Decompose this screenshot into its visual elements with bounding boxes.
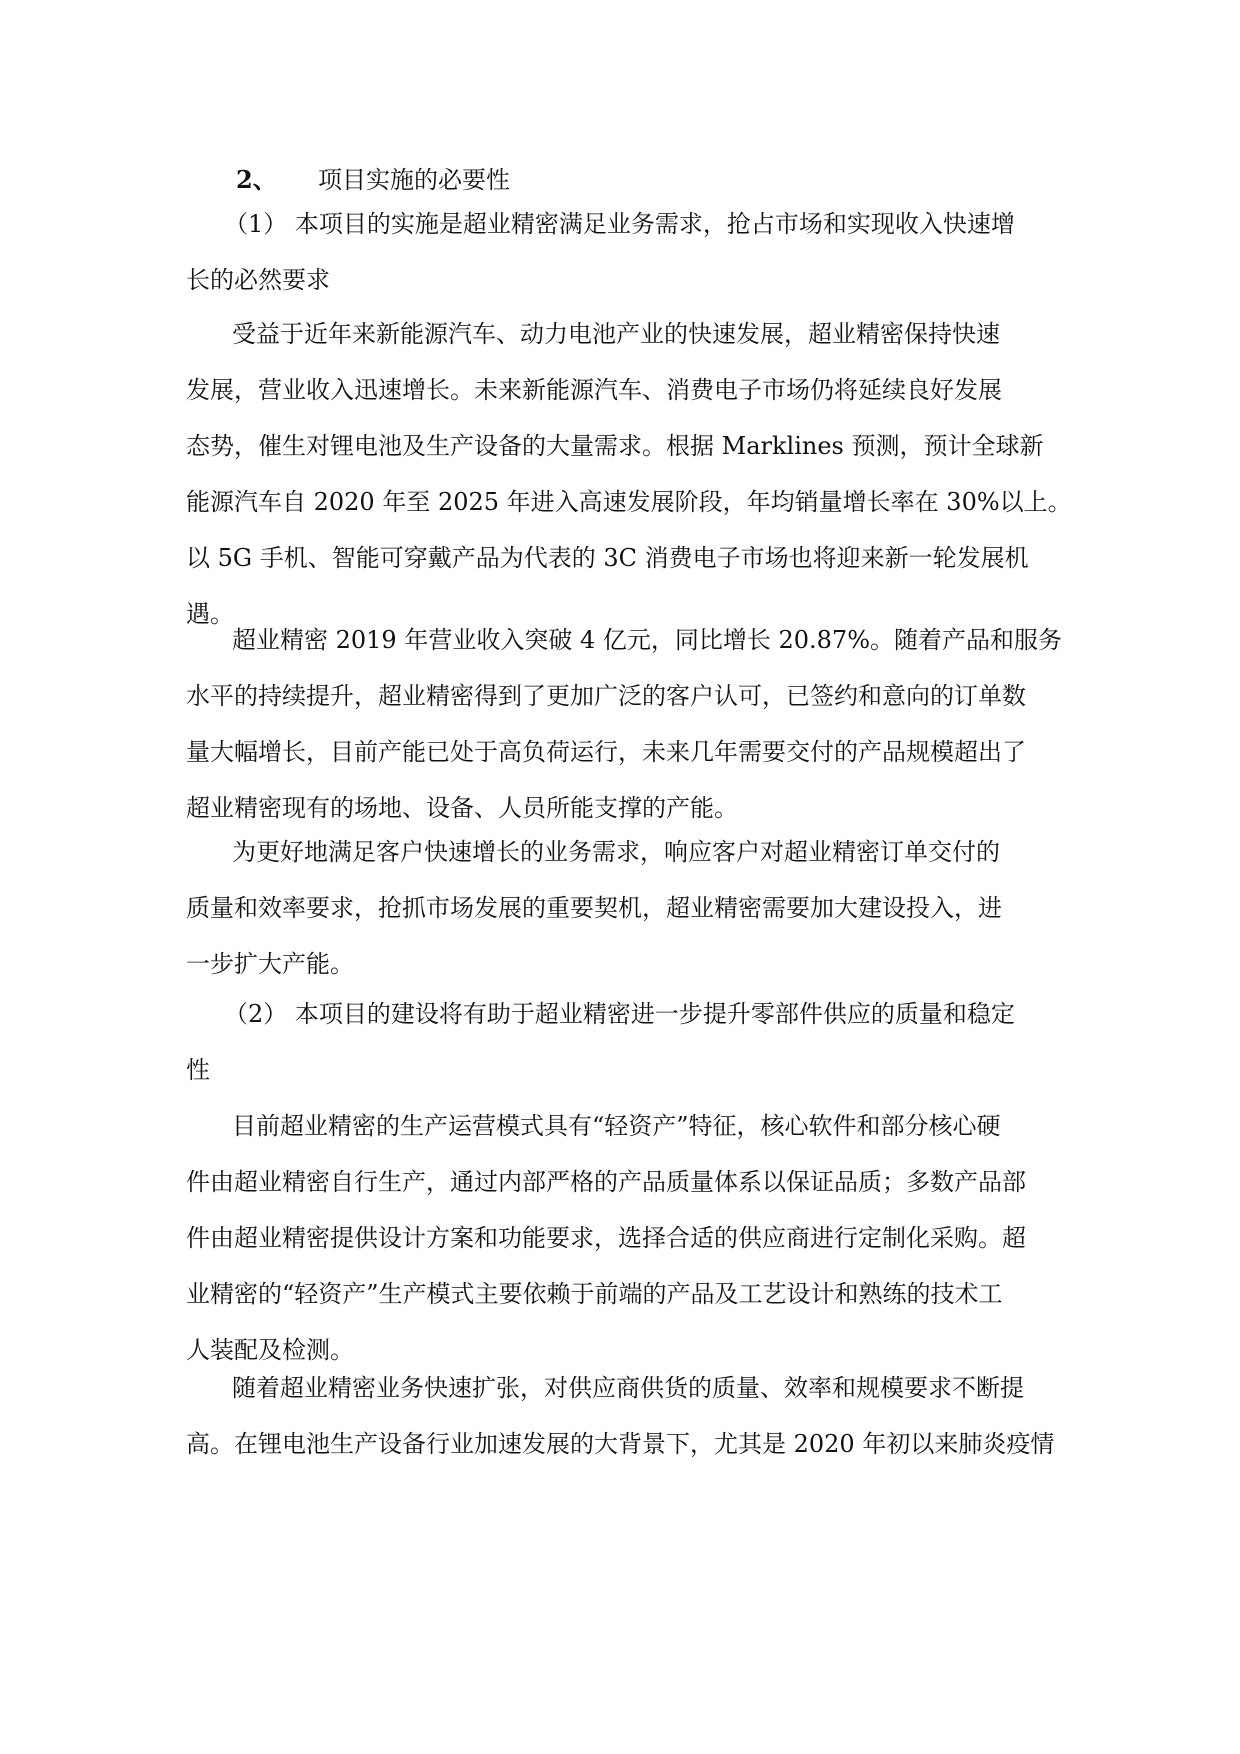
paragraph-line: 量大幅增长，目前产能已处于高负荷运行，未来几年需要交付的产品规模超出了	[186, 738, 1026, 766]
paragraph-line: 态势，催生对锂电池及生产设备的大量需求。根据 Marklines 预测，预计全球新	[186, 432, 1044, 460]
paragraph-line: 为更好地满足客户快速增长的业务需求，响应客户对超业精密订单交付的	[232, 838, 1000, 866]
paragraph-light-asset	[186, 1098, 1066, 1378]
paragraph-line: 业精密的“轻资产”生产模式主要依赖于前端的产品及工艺设计和熟练的技术工	[186, 1280, 1003, 1308]
paragraph-line: 件由超业精密自行生产，通过内部严格的产品质量体系以保证品质；多数产品部	[186, 1168, 1026, 1196]
paragraph-line: 目前超业精密的生产运营模式具有“轻资产”特征，核心软件和部分核心硬	[232, 1112, 1001, 1140]
paragraph-line: 一步扩大产能。	[186, 950, 354, 978]
paragraph-line: 能源汽车自 2020 年至 2025 年进入高速发展阶段，年均销量增长率在 30%以上。	[186, 488, 1072, 516]
paragraph-line: 质量和效率要求，抢抓市场发展的重要契机，超业精密需要加大建设投入，进	[186, 894, 1002, 922]
paragraph-line: 遇。	[186, 600, 234, 628]
paragraph-line: 件由超业精密提供设计方案和功能要求，选择合适的供应商进行定制化采购。超	[186, 1224, 1026, 1252]
section-title: 项目实施的必要性	[318, 166, 510, 194]
paragraph-line: 人装配及检测。	[186, 1336, 354, 1364]
paragraph-line: 水平的持续提升，超业精密得到了更加广泛的客户认可，已签约和意向的订单数	[186, 682, 1026, 710]
paragraph-supplier	[186, 1360, 1066, 1472]
paragraph-line: 发展，营业收入迅速增长。未来新能源汽车、消费电子市场仍将延续良好发展	[186, 376, 1002, 404]
paragraph-line: 超业精密现有的场地、设备、人员所能支撑的产能。	[186, 794, 738, 822]
paragraph-line: 长的必然要求	[186, 266, 330, 294]
paragraph-line: （1） 本项目的实施是超业精密满足业务需求，抢占市场和实现收入快速增	[224, 210, 1015, 238]
paragraph-line: 以 5G 手机、智能可穿戴产品为代表的 3C 消费电子市场也将迎来新一轮发展机	[186, 544, 1029, 572]
paragraph-capacity	[186, 824, 1066, 992]
section-number: 2、	[236, 165, 277, 194]
paragraph-revenue	[186, 612, 1066, 836]
paragraph-line: 随着超业精密业务快速扩张，对供应商供货的质量、效率和规模要求不断提	[232, 1374, 1024, 1402]
paragraph-line: 性	[186, 1056, 210, 1084]
paragraph-demand	[186, 306, 1072, 642]
paragraph-line: 超业精密 2019 年营业收入突破 4 亿元，同比增长 20.87%。随着产品和服务	[232, 626, 1063, 654]
paragraph-line: （2） 本项目的建设将有助于超业精密进一步提升零部件供应的质量和稳定	[224, 1000, 1015, 1028]
paragraph-line: 高。在锂电池生产设备行业加速发展的大背景下，尤其是 2020 年初以来肺炎疫情	[186, 1430, 1055, 1458]
paragraph-line: 受益于近年来新能源汽车、动力电池产业的快速发展，超业精密保持快速	[232, 320, 1000, 348]
subheading-1	[186, 196, 1066, 308]
subheading-2	[186, 986, 1066, 1098]
